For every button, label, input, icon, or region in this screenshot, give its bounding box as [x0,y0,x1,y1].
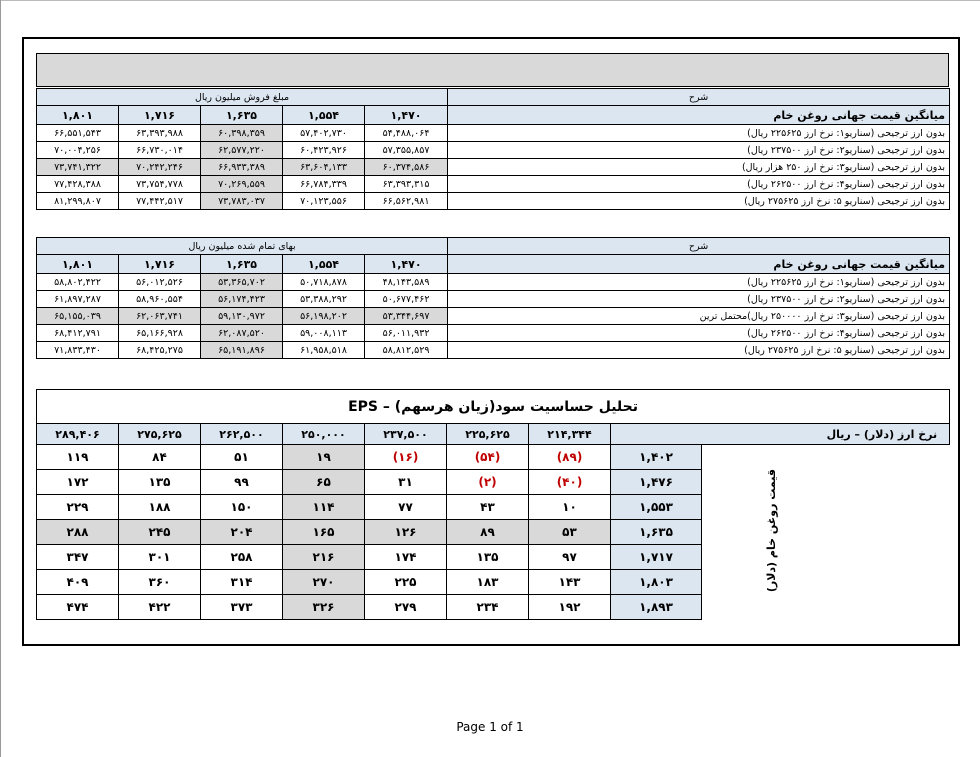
row-label: میانگین قیمت جهانی روغن خام [448,255,950,274]
row-label: بدون ارز ترجیحی (سناریو۳: نرخ ارز ۲۵۰ هزار ریال) [448,159,950,176]
value-cell: ۵۳,۳۴۴,۶۹۷ [365,308,448,325]
value-cell: ۶۶,۵۵۱,۵۴۳ [37,125,119,142]
row-label: بدون ارز ترجیحی (سناریو۴: نرخ ارز ۲۶۲۵۰۰ ریال) [448,176,950,193]
value-cell: ۶۳,۳۹۳,۹۸۸ [119,125,201,142]
year-cell: ۱,۷۱۶ [119,255,201,274]
cost-table [36,237,950,359]
value-cell: ۵۸,۸۱۲,۵۲۹ [365,342,448,359]
value-cell: ۸۱,۲۹۹,۸۰۷ [37,193,119,210]
value-cell: ۷۰,۰۰۴,۲۵۶ [37,142,119,159]
value-cell: ۶۲,۰۶۳,۷۴۱ [119,308,201,325]
value-cell: ۵۳,۳۶۵,۷۰۲ [201,274,283,291]
table-row [37,159,950,176]
value-cell: ۷۷,۴۲۸,۳۸۸ [37,176,119,193]
row-label: بدون ارز ترجیحی (سناریو۲: نرخ ارز ۲۳۷۵۰۰ ریال) [448,291,950,308]
cost-desc-header: شرح [448,238,950,255]
eps-cell: ۲۲۹ [37,495,119,520]
fx-corner-label: نرخ ارز (دلار) – ریال [611,424,950,445]
eps-cell: ۱۰ [529,495,611,520]
row-label: بدون ارز ترجیحی (سناریو۱: نرخ ارز ۲۲۵۶۲۵ ریال) [448,274,950,291]
fx-rate-cell: ۲۱۴,۳۴۴ [529,424,611,445]
value-cell: ۵۰,۷۱۸,۸۷۸ [283,274,365,291]
eps-cell: ۳۲۶ [283,595,365,620]
value-cell: ۷۳,۷۸۳,۰۳۷ [201,193,283,210]
year-cell: ۱,۶۳۵ [201,255,283,274]
value-cell: ۵۹,۰۰۸,۱۱۳ [283,325,365,342]
row-label: بدون ارز ترجیحی (سناریو ۵: نرخ ارز ۲۷۵۶۲۵ ریال) [448,342,950,359]
sales-desc-header: شرح [448,89,950,106]
eps-cell: ۹۷ [529,545,611,570]
value-cell: ۵۹,۱۳۰,۹۷۲ [201,308,283,325]
year-cell: ۱,۶۳۵ [201,106,283,125]
value-cell: ۶۵,۱۵۵,۰۳۹ [37,308,119,325]
oil-price-side-label: قیمت روغن خام (دلار) [765,469,779,593]
value-cell: ۷۳,۷۵۴,۷۷۸ [119,176,201,193]
eps-cell: ۲۲۵ [365,570,447,595]
eps-cell: ۳۱ [365,470,447,495]
row-label: بدون ارز ترجیحی (سناریو۳: نرخ ارز ۲۵۰۰۰۰ ریال)محتمل ترین [448,308,950,325]
value-cell: ۶۸,۴۲۵,۲۷۵ [119,342,201,359]
value-cell: ۶۶,۵۶۲,۹۸۱ [365,193,448,210]
fx-rate-cell: ۲۸۹,۴۰۶ [37,424,119,445]
eps-cell: ۹۹ [201,470,283,495]
oil-price-side-cell [702,445,950,620]
value-cell: ۷۷,۴۴۲,۵۱۷ [119,193,201,210]
table-row [37,193,950,210]
value-cell: ۶۰,۳۷۴,۵۸۶ [365,159,448,176]
fx-rate-cell: ۲۷۵,۶۲۵ [119,424,201,445]
value-cell: ۷۱,۸۳۳,۴۳۰ [37,342,119,359]
eps-cell: ۱۹ [283,445,365,470]
fx-rate-cell: ۲۳۷,۵۰۰ [365,424,447,445]
row-label: میانگین قیمت جهانی روغن خام [448,106,950,125]
value-cell: ۷۰,۱۲۳,۵۵۶ [283,193,365,210]
value-cell: ۵۳,۳۸۸,۲۹۲ [283,291,365,308]
oil-price-cell: ۱,۶۳۵ [611,520,702,545]
eps-title: تحلیل حساسیت سود(زیان هرسهم) – EPS [37,390,950,424]
value-cell: ۶۰,۳۹۸,۳۵۹ [201,125,283,142]
value-cell: ۶۳,۶۰۴,۱۳۳ [283,159,365,176]
table-row [37,325,950,342]
eps-cell: ۷۷ [365,495,447,520]
value-cell: ۷۰,۲۶۹,۵۵۹ [201,176,283,193]
oil-price-cell: ۱,۸۰۳ [611,570,702,595]
value-cell: ۶۵,۱۶۶,۹۲۸ [119,325,201,342]
value-cell: ۶۱,۸۹۷,۲۸۷ [37,291,119,308]
table-row [37,308,950,325]
fx-rate-cell: ۲۲۵,۶۲۵ [447,424,529,445]
eps-cell: ۵۳ [529,520,611,545]
row-label: بدون ارز ترجیحی (سناریو۱: نرخ ارز ۲۲۵۶۲۵ ریال) [448,125,950,142]
eps-cell: ۴۳ [447,495,529,520]
oil-price-cell: ۱,۸۹۳ [611,595,702,620]
value-cell: ۶۶,۹۳۳,۳۸۹ [201,159,283,176]
eps-cell: ۱۸۸ [119,495,201,520]
eps-cell: ۱۲۶ [365,520,447,545]
oil-price-cell: ۱,۴۷۶ [611,470,702,495]
eps-cell: ۳۷۳ [201,595,283,620]
eps-cell: ۲۷۹ [365,595,447,620]
eps-cell: (۴۰) [529,470,611,495]
eps-cell: ۴۷۴ [37,595,119,620]
table-row [37,274,950,291]
eps-cell: ۱۷۲ [37,470,119,495]
page-number: Page 1 of 1 [456,720,524,734]
value-cell: ۶۵,۱۹۱,۸۹۶ [201,342,283,359]
fx-rate-cell: ۲۵۰,۰۰۰ [283,424,365,445]
value-cell: ۶۸,۴۱۲,۷۹۱ [37,325,119,342]
year-cell: ۱,۸۰۱ [37,106,119,125]
eps-cell: ۸۹ [447,520,529,545]
value-cell: ۷۳,۷۴۱,۳۲۲ [37,159,119,176]
value-cell: ۵۶,۰۱۲,۵۲۶ [119,274,201,291]
oil-price-cell: ۱,۷۱۷ [611,545,702,570]
value-cell: ۵۸,۸۰۲,۴۲۲ [37,274,119,291]
eps-sensitivity-table [36,389,950,620]
value-cell: ۶۶,۷۸۴,۳۳۹ [283,176,365,193]
eps-cell: ۲۵۸ [201,545,283,570]
value-cell: ۶۲,۵۷۷,۲۲۰ [201,142,283,159]
value-cell: ۶۱,۹۵۸,۵۱۸ [283,342,365,359]
eps-cell: ۸۴ [119,445,201,470]
eps-cell: (۸۹) [529,445,611,470]
eps-cell: ۵۱ [201,445,283,470]
eps-cell: ۳۴۷ [37,545,119,570]
row-label: بدون ارز ترجیحی (سناریو۴: نرخ ارز ۲۶۲۵۰۰ ریال) [448,325,950,342]
year-cell: ۱,۵۵۴ [283,255,365,274]
eps-cell: (۲) [447,470,529,495]
value-cell: ۵۶,۱۷۴,۴۲۳ [201,291,283,308]
value-cell: ۶۳,۳۹۳,۳۱۵ [365,176,448,193]
table-row [37,142,950,159]
value-cell: ۵۴,۴۸۸,۰۶۴ [365,125,448,142]
eps-cell: ۲۸۸ [37,520,119,545]
eps-cell: ۱۱۴ [283,495,365,520]
eps-cell: ۴۲۲ [119,595,201,620]
table-row [37,291,950,308]
eps-cell: ۳۰۱ [119,545,201,570]
oil-price-cell: ۱,۴۰۲ [611,445,702,470]
value-cell: ۵۷,۴۰۲,۷۳۰ [283,125,365,142]
row-label: بدون ارز ترجیحی (سناریو ۵: نرخ ارز ۲۷۵۶۲۵ ریال) [448,193,950,210]
eps-cell: ۲۱۶ [283,545,365,570]
eps-cell: ۲۴۵ [119,520,201,545]
year-cell: ۱,۵۵۴ [283,106,365,125]
year-cell: ۱,۴۷۰ [365,255,448,274]
cost-value-header: بهای تمام شده میلیون ریال [37,238,448,255]
eps-cell: ۱۹۲ [529,595,611,620]
eps-cell: ۱۷۴ [365,545,447,570]
eps-cell: ۲۷۰ [283,570,365,595]
value-cell: ۷۰,۲۴۲,۲۴۶ [119,159,201,176]
value-cell: ۵۶,۰۱۱,۹۳۲ [365,325,448,342]
value-cell: ۵۰,۶۷۷,۴۶۲ [365,291,448,308]
eps-cell: ۳۶۰ [119,570,201,595]
value-cell: ۶۲,۰۸۷,۵۲۰ [201,325,283,342]
eps-cell: ۳۱۴ [201,570,283,595]
eps-cell: ۱۴۳ [529,570,611,595]
oil-price-cell: ۱,۵۵۳ [611,495,702,520]
fx-rate-cell: ۲۶۲,۵۰۰ [201,424,283,445]
table-row [37,445,950,470]
eps-cell: ۶۵ [283,470,365,495]
eps-cell: ۴۰۹ [37,570,119,595]
table-row [37,342,950,359]
eps-cell: ۱۸۳ [447,570,529,595]
value-cell: ۵۷,۳۵۵,۸۵۷ [365,142,448,159]
eps-cell: (۱۶) [365,445,447,470]
eps-cell: ۱۳۵ [447,545,529,570]
sales-table [36,88,950,210]
year-cell: ۱,۴۷۰ [365,106,448,125]
value-cell: ۵۶,۱۹۸,۲۰۲ [283,308,365,325]
year-cell: ۱,۸۰۱ [37,255,119,274]
eps-cell: ۲۳۴ [447,595,529,620]
value-cell: ۶۶,۷۳۰,۰۱۴ [119,142,201,159]
value-cell: ۵۸,۹۶۰,۵۵۴ [119,291,201,308]
year-cell: ۱,۷۱۶ [119,106,201,125]
eps-cell: (۵۴) [447,445,529,470]
sales-value-header: مبلغ فروش میلیون ریال [37,89,448,106]
row-label: بدون ارز ترجیحی (سناریو۲: نرخ ارز ۲۳۷۵۰۰ ریال) [448,142,950,159]
value-cell: ۴۸,۱۴۳,۵۸۹ [365,274,448,291]
table-row [37,176,950,193]
report-header-bar [36,53,949,87]
eps-cell: ۲۰۴ [201,520,283,545]
value-cell: ۶۰,۴۲۳,۹۲۶ [283,142,365,159]
table-row [37,125,950,142]
eps-cell: ۱۵۰ [201,495,283,520]
eps-cell: ۱۱۹ [37,445,119,470]
eps-cell: ۱۳۵ [119,470,201,495]
eps-cell: ۱۶۵ [283,520,365,545]
